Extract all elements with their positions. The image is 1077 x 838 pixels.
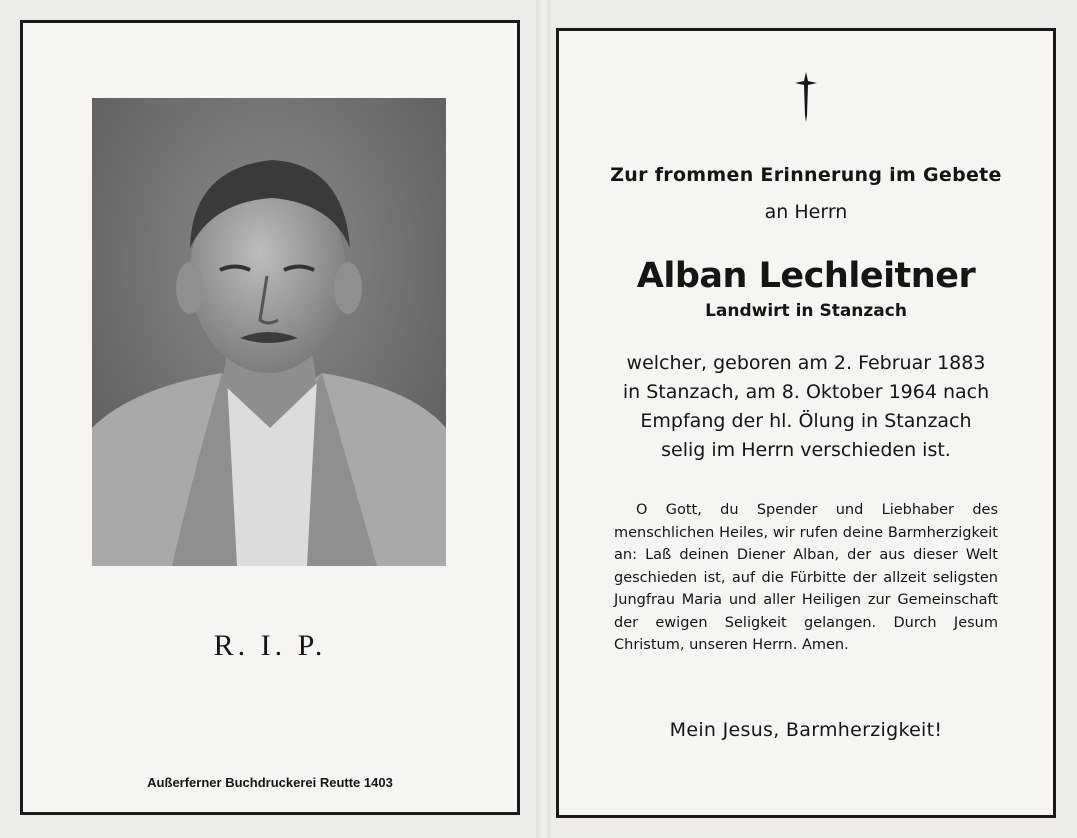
bio-line: in Stanzach, am 8. Oktober 1964 nach — [622, 381, 990, 403]
occupation-text: Landwirt in Stanzach — [705, 301, 907, 321]
rip-text: R. I. P. — [213, 629, 327, 662]
intro-text: Zur frommen Erinnerung im Gebete — [610, 164, 1002, 186]
bio-line: selig im Herrn verschieden ist. — [661, 439, 951, 461]
bio-line: welcher, geboren am 2. Februar 1883 — [626, 352, 986, 374]
right-panel — [556, 28, 1056, 818]
card-fold — [536, 0, 550, 838]
left-panel — [20, 20, 520, 815]
cross-icon — [793, 71, 819, 127]
closing-text: Mein Jesus, Barmherzigkeit! — [669, 719, 943, 741]
biography — [559, 349, 1053, 465]
bio-line: Empfang der hl. Ölung in Stanzach — [640, 410, 972, 432]
portrait-photo — [92, 98, 446, 566]
prayer-text — [614, 499, 998, 657]
deceased-name: Alban Lechleitner — [636, 256, 976, 296]
prayer-paragraph: O Gott, du Spender und Liebhaber des menschlichen Heiles, wir rufen deine Barmherzigkeit an: Laß deinen Diener Alban, der aus dieser Welt geschieden ist, auf die Fürbitte der allzeit seligsten Jungfrau Maria und aller Heiligen zur Gemeinschaft der ewigen Seligkeit gelangen. Durch Jesum Christum, unseren Herrn. Amen. — [614, 502, 998, 653]
addressee-text: an Herrn — [764, 201, 848, 223]
printer-imprint: Außerferner Buchdruckerei Reutte 1403 — [147, 775, 393, 790]
